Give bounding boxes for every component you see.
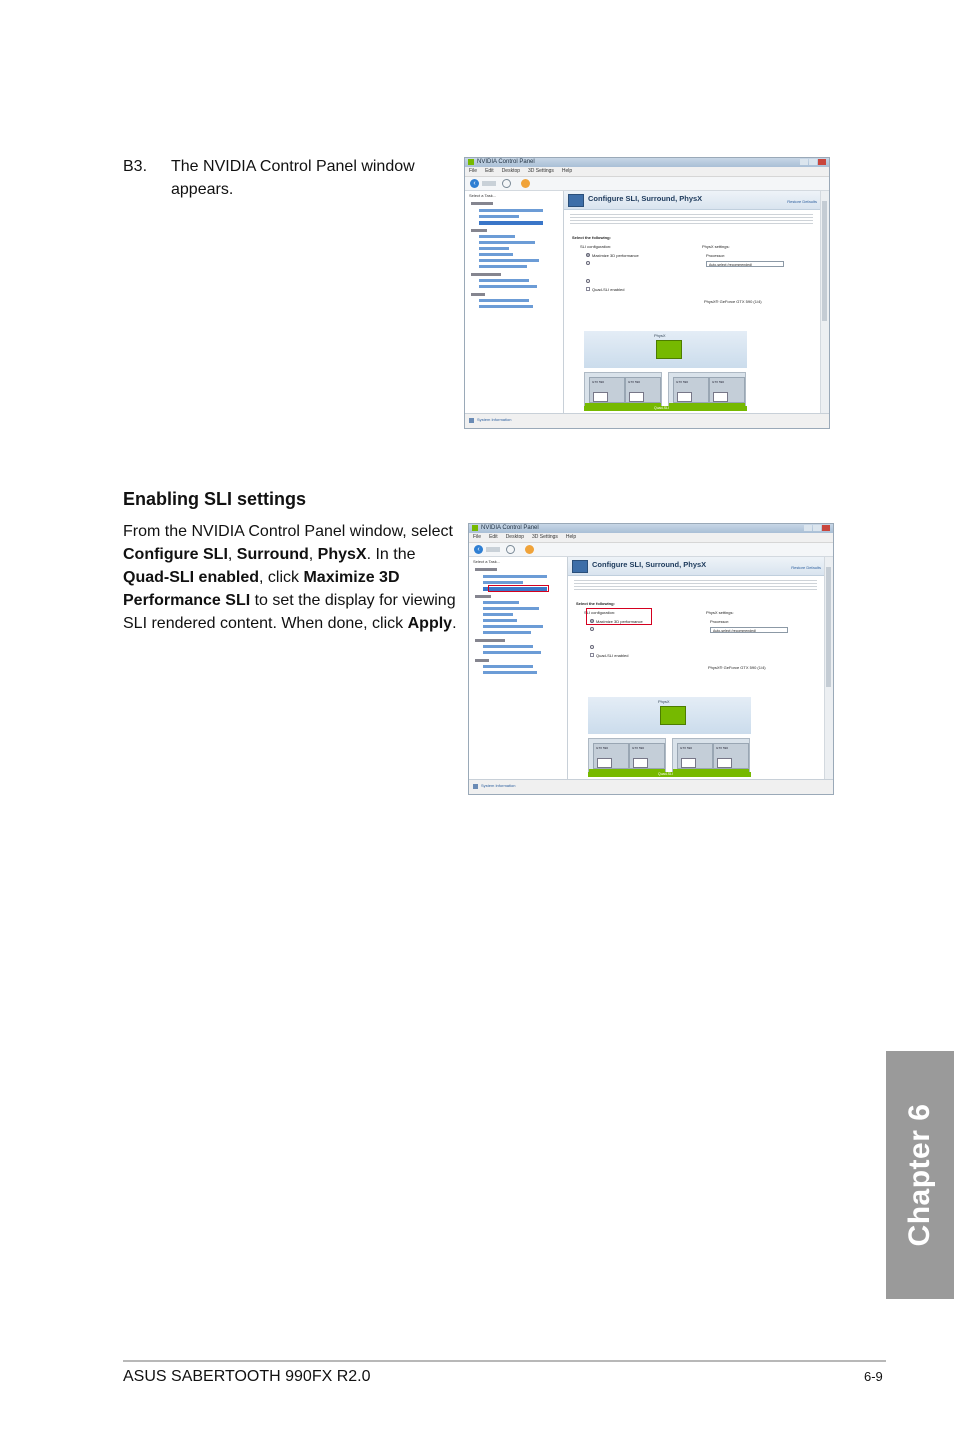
gpu-name: GTX 590 bbox=[628, 380, 641, 384]
tree-node bbox=[479, 253, 513, 256]
tree-node bbox=[483, 625, 543, 628]
section-title: Enabling SLI settings bbox=[123, 489, 307, 509]
sli-radio-option bbox=[590, 627, 594, 631]
nvidia-app-icon bbox=[472, 525, 478, 531]
sli-radio-option bbox=[586, 261, 590, 265]
restore-defaults-link: Restore Defaults bbox=[787, 199, 817, 204]
gpu-group bbox=[668, 372, 746, 408]
toolbar bbox=[465, 177, 829, 191]
gpu-card bbox=[589, 377, 625, 403]
sli-radio-option bbox=[590, 645, 594, 649]
tree-node bbox=[475, 659, 489, 662]
tree-node bbox=[483, 651, 541, 654]
tree-node bbox=[479, 235, 515, 238]
body-bold-term: Quad-SLI enabled bbox=[123, 569, 260, 586]
physx-chip bbox=[660, 706, 686, 725]
sli-config-label: SLI configuration: bbox=[580, 244, 612, 249]
physx-status: PhysX® GeForce GTX 590 (1/4) bbox=[708, 665, 766, 670]
section-body bbox=[123, 520, 458, 635]
body-text: , click bbox=[259, 569, 304, 586]
window-buttons bbox=[799, 159, 827, 165]
sli-config-label: SLI configuration: bbox=[584, 610, 616, 615]
tree-node bbox=[483, 607, 539, 610]
quad-sli-label: Quad-SLI enabled bbox=[596, 653, 629, 658]
highlight-tree-selection bbox=[488, 585, 549, 592]
body-text: to set the display for viewing SLI rendered content. When done, click bbox=[123, 592, 456, 632]
back-icon: ‹ bbox=[474, 545, 483, 554]
nvidia-control-panel-screenshot-2 bbox=[468, 523, 834, 795]
diagram-physx-label: PhysX bbox=[654, 333, 666, 338]
display-port bbox=[677, 392, 692, 402]
sli-page-icon bbox=[572, 560, 588, 573]
step-text: The NVIDIA Control Panel window appears. bbox=[171, 158, 415, 198]
diagram-physx-label: PhysX bbox=[658, 699, 670, 704]
scrollbar bbox=[820, 191, 829, 414]
gpu-card bbox=[677, 743, 713, 769]
minimize-icon bbox=[800, 159, 808, 165]
body-text: From the NVIDIA Control Panel window, select bbox=[123, 523, 453, 540]
tree-node bbox=[479, 279, 529, 282]
home-icon bbox=[502, 179, 511, 188]
quad-sli-checkbox bbox=[586, 287, 590, 291]
nvidia-app-icon bbox=[468, 159, 474, 165]
display-port bbox=[681, 758, 696, 768]
gpu-card bbox=[625, 377, 661, 403]
restore-defaults-link: Restore Defaults bbox=[791, 565, 821, 570]
gpu-group bbox=[672, 738, 750, 774]
tree-header: Select a Task... bbox=[469, 193, 497, 198]
maximize-icon bbox=[809, 159, 817, 165]
chapter-tab bbox=[886, 1051, 954, 1299]
topology-diagram bbox=[584, 331, 747, 368]
quad-sli-rail bbox=[588, 772, 751, 777]
chapter-label: Chapter 6 bbox=[903, 1103, 936, 1247]
gpu-card bbox=[709, 377, 745, 403]
gpu-name: GTX 590 bbox=[632, 746, 645, 750]
page-description bbox=[570, 212, 813, 224]
tree-node bbox=[479, 285, 537, 288]
tree-node bbox=[471, 293, 485, 296]
tree-node bbox=[479, 259, 539, 262]
task-tree bbox=[465, 191, 564, 414]
system-info-link: System Information bbox=[477, 417, 512, 422]
menu-help: Help bbox=[561, 168, 573, 174]
quad-sli-label: Quad-SLI enabled bbox=[592, 287, 625, 292]
display-port bbox=[717, 758, 732, 768]
physx-chip bbox=[656, 340, 682, 359]
physx-settings-label: PhysX settings: bbox=[702, 244, 730, 249]
page-heading bbox=[564, 191, 821, 210]
select-following-label: Select the following: bbox=[572, 235, 611, 240]
scroll-thumb bbox=[822, 201, 827, 321]
menu-bar bbox=[469, 533, 833, 543]
scrollbar bbox=[824, 557, 833, 780]
step-number: B3. bbox=[123, 158, 148, 175]
system-info-icon bbox=[473, 784, 478, 789]
tree-node bbox=[479, 215, 519, 218]
menu-edit: Edit bbox=[489, 534, 498, 540]
tree-node bbox=[475, 595, 491, 598]
content-pane bbox=[568, 557, 825, 780]
tree-node bbox=[471, 273, 501, 276]
page-title: Configure SLI, Surround, PhysX bbox=[592, 560, 707, 569]
page-title: Configure SLI, Surround, PhysX bbox=[588, 194, 703, 203]
sli-option-label: Maximize 3D performance bbox=[596, 619, 643, 624]
gpu-group bbox=[584, 372, 662, 408]
window-title: NVIDIA Control Panel bbox=[481, 525, 539, 531]
body-text: , bbox=[308, 546, 318, 563]
menu-file: File bbox=[473, 534, 482, 540]
tree-node bbox=[471, 202, 493, 205]
menu-help: Help bbox=[565, 534, 577, 540]
status-bar bbox=[469, 779, 833, 794]
tree-node bbox=[479, 247, 509, 250]
display-port bbox=[593, 392, 608, 402]
menu-desktop: Desktop bbox=[501, 168, 521, 174]
sli-page-icon bbox=[568, 194, 584, 207]
gpu-name: GTX 590 bbox=[676, 380, 689, 384]
tree-node bbox=[479, 209, 543, 212]
maximize-icon bbox=[813, 525, 821, 531]
gpu-card bbox=[593, 743, 629, 769]
processor-label: Processor: bbox=[710, 619, 730, 624]
tree-node bbox=[483, 645, 533, 648]
display-port bbox=[713, 392, 728, 402]
window-buttons bbox=[803, 525, 831, 531]
close-icon bbox=[822, 525, 830, 531]
display-port bbox=[633, 758, 648, 768]
gpu-name: GTX 590 bbox=[716, 746, 729, 750]
menu-bar bbox=[465, 167, 829, 177]
footer-product: ASUS SABERTOOTH 990FX R2.0 bbox=[123, 1368, 371, 1385]
body-bold-term: Surround bbox=[236, 546, 309, 563]
page-description bbox=[574, 578, 817, 590]
tree-node bbox=[471, 229, 487, 232]
home-icon bbox=[506, 545, 515, 554]
highlight-sli-option bbox=[586, 608, 652, 625]
quad-sli-rail bbox=[584, 406, 747, 411]
body-text: . In the bbox=[366, 546, 416, 563]
nvidia-control-panel-screenshot-1 bbox=[464, 157, 830, 429]
tree-node bbox=[479, 305, 533, 308]
tree-node bbox=[483, 619, 517, 622]
processor-select: Auto-select (recommended) bbox=[706, 261, 784, 267]
scroll-thumb bbox=[826, 567, 831, 687]
page-heading bbox=[568, 557, 825, 576]
minimize-icon bbox=[804, 525, 812, 531]
body-text: . bbox=[452, 615, 457, 632]
system-info-icon bbox=[469, 418, 474, 423]
topology-diagram bbox=[588, 697, 751, 734]
menu-edit: Edit bbox=[485, 168, 494, 174]
quad-sli-checkbox bbox=[590, 653, 594, 657]
tree-header: Select a Task... bbox=[473, 559, 501, 564]
tree-node bbox=[475, 639, 505, 642]
gpu-card bbox=[713, 743, 749, 769]
footer-divider bbox=[123, 1360, 886, 1362]
settings-icon bbox=[525, 545, 534, 554]
forward-icon bbox=[486, 547, 500, 552]
processor-select: Auto-select (recommended) bbox=[710, 627, 788, 633]
content-pane bbox=[564, 191, 821, 414]
body-bold-term: Configure SLI bbox=[123, 546, 228, 563]
gpu-card bbox=[629, 743, 665, 769]
tree-node bbox=[479, 241, 535, 244]
gpu-name: GTX 590 bbox=[596, 746, 609, 750]
menu-3d-settings: 3D Settings bbox=[528, 168, 554, 174]
physx-settings-label: PhysX settings: bbox=[706, 610, 734, 615]
sli-radio-option bbox=[586, 279, 590, 283]
gpu-group bbox=[588, 738, 666, 774]
settings-icon bbox=[521, 179, 530, 188]
tree-node bbox=[483, 671, 537, 674]
tree-node bbox=[483, 581, 523, 584]
menu-file: File bbox=[469, 168, 478, 174]
select-following-label: Select the following: bbox=[576, 601, 615, 606]
tree-node bbox=[479, 299, 529, 302]
toolbar bbox=[469, 543, 833, 557]
sli-radio-maximize bbox=[586, 253, 590, 257]
tree-node bbox=[483, 575, 547, 578]
tree-node bbox=[479, 265, 527, 268]
processor-label: Processor: bbox=[706, 253, 726, 258]
tree-node bbox=[483, 631, 531, 634]
tree-node-selected bbox=[479, 221, 543, 225]
body-bold-term: Maximize 3D Performance SLI bbox=[123, 569, 400, 609]
close-icon bbox=[818, 159, 826, 165]
menu-3d-settings: 3D Settings bbox=[532, 534, 558, 540]
gpu-name: GTX 590 bbox=[592, 380, 605, 384]
display-port bbox=[629, 392, 644, 402]
status-bar bbox=[465, 413, 829, 428]
menu-desktop: Desktop bbox=[505, 534, 525, 540]
physx-status: PhysX® GeForce GTX 590 (1/4) bbox=[704, 299, 762, 304]
tree-node bbox=[483, 665, 533, 668]
back-icon: ‹ bbox=[470, 179, 479, 188]
body-bold-term: PhysX bbox=[317, 546, 367, 563]
forward-icon bbox=[482, 181, 496, 186]
gpu-name: GTX 590 bbox=[712, 380, 725, 384]
window-titlebar bbox=[465, 158, 829, 167]
display-port bbox=[597, 758, 612, 768]
body-bold-term: Apply bbox=[407, 615, 453, 632]
page-number: 6-9 bbox=[864, 1369, 883, 1384]
tree-node bbox=[475, 568, 497, 571]
gpu-name: GTX 590 bbox=[680, 746, 693, 750]
window-title: NVIDIA Control Panel bbox=[477, 159, 535, 165]
tree-node bbox=[483, 613, 513, 616]
gpu-card bbox=[673, 377, 709, 403]
sli-option-label: Maximize 3D performance bbox=[592, 253, 639, 258]
body-text: , bbox=[227, 546, 237, 563]
system-info-link: System Information bbox=[481, 783, 516, 788]
rail-label: Quad-SLI bbox=[654, 406, 669, 410]
tree-node bbox=[483, 601, 519, 604]
window-titlebar bbox=[469, 524, 833, 533]
rail-label: Quad-SLI bbox=[658, 772, 673, 776]
